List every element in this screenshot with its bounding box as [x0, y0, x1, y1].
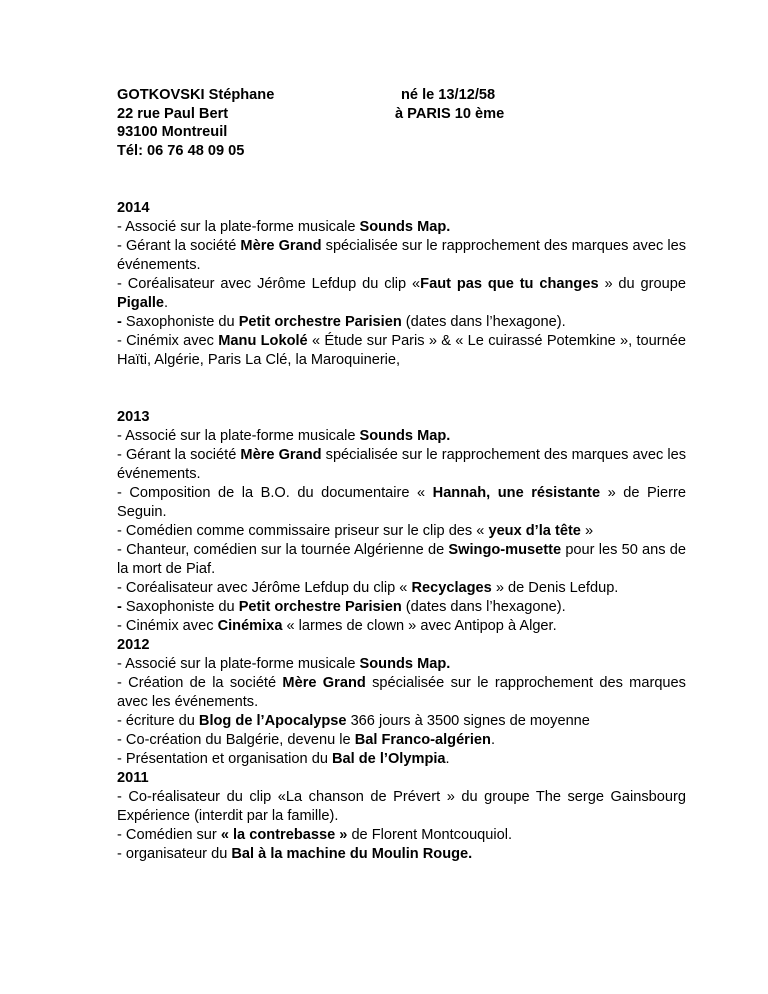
entry-highlight: Manu Lokolé — [218, 333, 308, 349]
person-name: GOTKOVSKI Stéphane — [117, 87, 275, 103]
cv-section-2012 — [117, 636, 686, 769]
entry-text: » — [580, 523, 594, 539]
entry-highlight: Hannah, une résistante — [432, 485, 601, 501]
city-address: 93100 Montreuil — [117, 124, 228, 140]
entry-text: . — [164, 295, 169, 311]
entry-text: - Coréalisateur avec Jérôme Lefdup du clip « — [117, 276, 421, 292]
entry-text: - Associé sur la plate-forme musicale — [117, 219, 360, 235]
birth-date: né le 13/12/58 — [401, 87, 496, 103]
entry-text: 366 jours à 3500 signes de moyenne — [346, 713, 590, 729]
entry-text: de Florent Montcouquiol. — [347, 827, 513, 843]
entry-text: - Chanteur, comédien sur la tournée Algérienne de — [117, 542, 449, 558]
entry-text: - Cinémix avec — [117, 333, 219, 349]
entry-highlight: - — [117, 314, 126, 330]
entry-text: - Gérant la société — [117, 238, 241, 254]
street-address: 22 rue Paul Bert — [117, 105, 229, 122]
cv-entry — [117, 579, 686, 598]
entry-highlight: Pigalle — [117, 295, 165, 311]
entry-highlight: Swingo-musette — [448, 542, 562, 558]
entry-text: - Co-création du Balgérie, devenu le — [117, 732, 355, 748]
cv-entry — [117, 750, 686, 769]
entry-highlight: Bal Franco-algérien — [354, 732, 491, 748]
phone-number: Tél: 06 76 48 09 05 — [117, 142, 245, 159]
entry-text: - Associé sur la plate-forme musicale — [117, 656, 360, 672]
entry-highlight: « la contrebasse » — [220, 827, 348, 843]
cv-entry — [117, 218, 686, 237]
entry-highlight: - — [117, 599, 126, 615]
cv-section-2014 — [117, 199, 686, 370]
section-year: 2012 — [117, 637, 150, 653]
entry-highlight: Sounds Map. — [359, 656, 451, 672]
entry-text: » du groupe — [598, 276, 686, 292]
entry-highlight: Bal de l’Olympia — [332, 751, 446, 767]
entry-text: - Coréalisateur avec Jérôme Lefdup du clip « — [117, 580, 412, 596]
entry-text: spécialisée sur le rapprochement des marques avec les événements. — [117, 675, 686, 710]
entry-text: - Présentation et organisation du — [117, 751, 332, 767]
cv-entry — [117, 332, 686, 370]
cv-entry — [117, 674, 686, 712]
cv-entry — [117, 275, 686, 313]
cv-entry — [117, 598, 686, 617]
entry-text: « larmes de clown » avec Antipop à Alger. — [282, 618, 557, 634]
entry-text: . — [490, 732, 496, 748]
entry-text: spécialisée sur le rapprochement des marques avec les événements. — [117, 238, 687, 273]
entry-highlight: Cinémixa — [217, 618, 283, 634]
entry-text: (dates dans l’hexagone). — [401, 314, 566, 330]
entry-text: « Étude sur Paris » & « Le cuirassé Potemkine », tournée Haïti, Algérie, Paris La Clé, la Maroquinerie, — [117, 333, 687, 368]
entry-highlight: Mère Grand — [240, 238, 322, 254]
entry-highlight: Sounds Map. — [359, 428, 451, 444]
entry-text: » de Denis Lefdup. — [491, 580, 619, 596]
contact-block — [117, 86, 274, 160]
entry-text: - Comédien comme commissaire priseur sur le clip des « — [117, 523, 489, 539]
entry-text: pour les 50 ans de la mort de Piaf. — [117, 542, 686, 577]
entry-text: - Cinémix avec — [117, 618, 218, 634]
cv-page — [117, 86, 686, 864]
cv-entry — [117, 446, 686, 484]
birth-block — [395, 86, 504, 123]
entry-highlight: Bal à la machine du Moulin Rouge. — [231, 846, 473, 862]
entry-text: Saxophoniste du — [125, 599, 239, 615]
entry-highlight: Petit orchestre Parisien — [238, 314, 402, 330]
cv-header — [117, 86, 686, 160]
entry-highlight: Sounds Map. — [359, 219, 451, 235]
entry-text: - organisateur du — [117, 846, 232, 862]
cv-section-2011 — [117, 769, 686, 864]
section-year: 2014 — [117, 200, 150, 216]
cv-entry — [117, 845, 686, 864]
cv-entry — [117, 788, 686, 826]
entry-text: - Co-réalisateur du clip «La chanson de Prévert » du groupe The serge Gainsbourg Expérience (interdit par la famille). — [117, 789, 686, 824]
entry-text: . — [445, 751, 450, 767]
cv-entry — [117, 522, 686, 541]
entry-text: - écriture du — [117, 713, 199, 729]
entry-highlight: Petit orchestre Parisien — [238, 599, 402, 615]
entry-text: - Composition de la B.O. du documentaire « — [117, 485, 433, 501]
cv-entry — [117, 237, 686, 275]
cv-entry — [117, 712, 686, 731]
cv-sections — [117, 199, 686, 864]
entry-highlight: Recyclages — [411, 580, 492, 596]
cv-entry — [117, 427, 686, 446]
entry-text: (dates dans l’hexagone). — [401, 599, 566, 615]
cv-entry — [117, 541, 686, 579]
entry-highlight: Blog de l’Apocalypse — [198, 713, 347, 729]
entry-text: - Gérant la société — [117, 447, 241, 463]
entry-highlight: yeux d’la tête — [488, 523, 581, 539]
cv-entry — [117, 484, 686, 522]
birth-place: à PARIS 10 ème — [395, 105, 505, 122]
cv-entry — [117, 617, 686, 636]
cv-entry — [117, 655, 686, 674]
entry-text: spécialisée sur le rapprochement des marques avec les événements. — [117, 447, 687, 482]
cv-entry — [117, 826, 686, 845]
cv-entry — [117, 313, 686, 332]
entry-text: Saxophoniste du — [125, 314, 239, 330]
section-year: 2013 — [117, 409, 150, 425]
cv-section-2013 — [117, 408, 686, 636]
entry-text: » de Pierre Seguin. — [117, 485, 686, 520]
entry-text: - Comédien sur — [117, 827, 221, 843]
cv-entry — [117, 731, 686, 750]
entry-highlight: Faut pas que tu changes — [420, 276, 599, 292]
entry-text: - Création de la société — [117, 675, 283, 691]
section-year: 2011 — [117, 770, 149, 786]
entry-text: - Associé sur la plate-forme musicale — [117, 428, 360, 444]
entry-highlight: Mère Grand — [282, 675, 366, 691]
entry-highlight: Mère Grand — [240, 447, 322, 463]
